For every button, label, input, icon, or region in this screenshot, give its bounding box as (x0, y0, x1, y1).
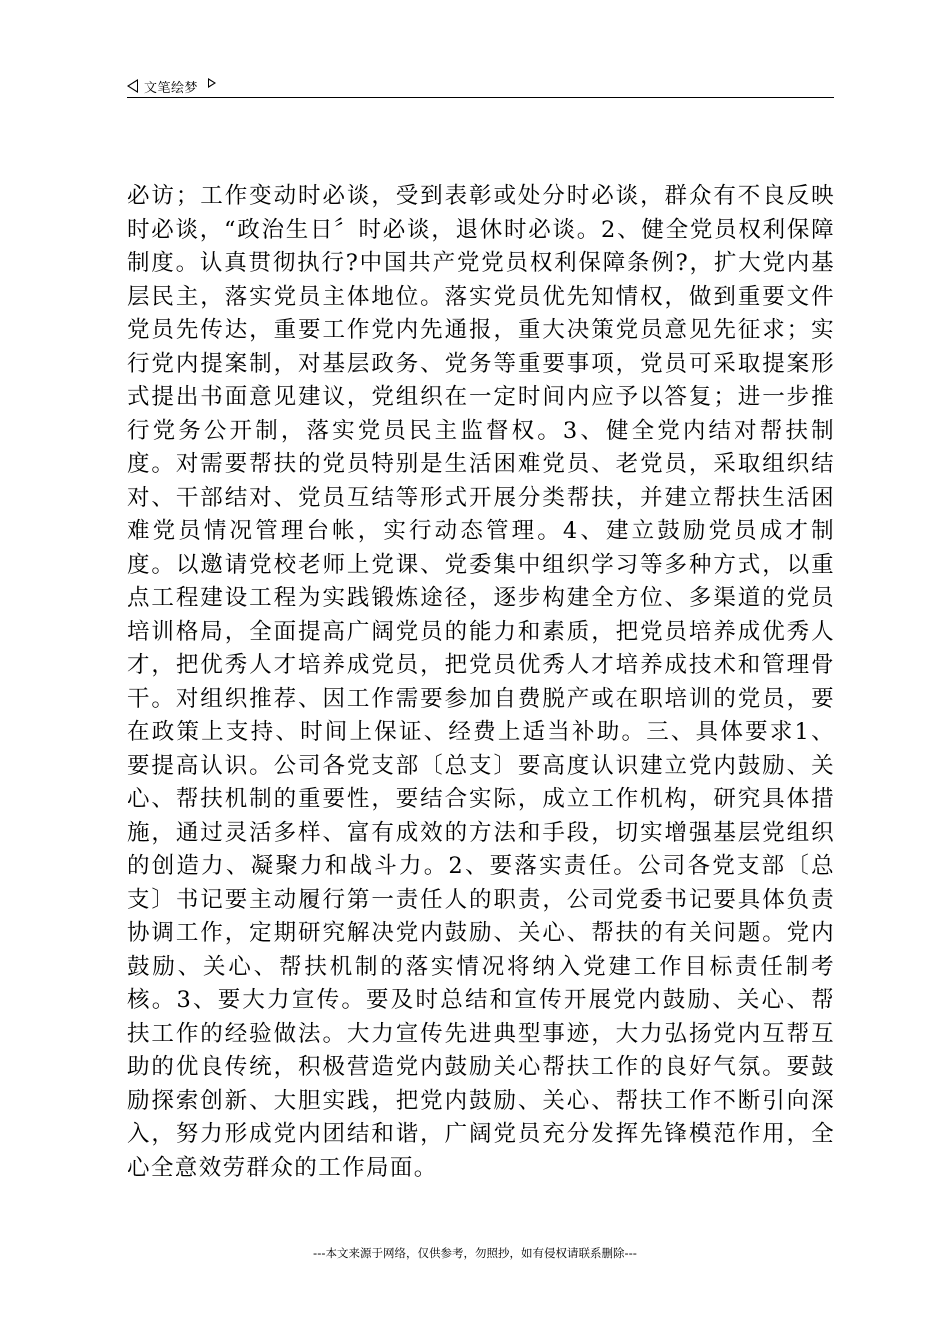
right-triangle-icon (208, 78, 216, 88)
page-header (127, 74, 834, 98)
body-paragraph: 必访；工作变动时必谈，受到表彰或处分时必谈，群众有不良反映时必谈，“政治生日〞时必谈，退休时必谈。2、健全党员权利保障制度。认真贯彻执行?中国共产党党员权利保障条例?，扩大党内基层民主，落实党员主体地位。落实党员优先知情权，做到重要文件党员先传达，重要工作党内先通报，重大决策党员意见先征求；实行党内提案制，对基层政务、党务等重要事项，党员可采取提案形式提出书面意见建议，党组织在一定时间内应予以答复；进一步推行党务公开制，落实党员民主监督权。3、健全党内结对帮扶制度。对需要帮扶的党员特别是生活困难党员、老党员，采取组织结对、干部结对、党员互结等形式开展分类帮扶，并建立帮扶生活困难党员情况管理台帐，实行动态管理。4、建立鼓励党员成才制度。以邀请党校老师上党课、党委集中组织学习等多种方式，以重点工程建设工程为实践锻炼途径，逐步构建全方位、多渠道的党员培训格局，全面提高广阔党员的能力和素质，把党员培养成优秀人才，把优秀人才培养成党员，把党员优秀人才培养成技术和管理骨干。对组织推荐、因工作需要参加自费脱产或在职培训的党员，要在政策上支持、时间上保证、经费上适当补助。三、具体要求1、要提高认识。公司各党支部〔总支〕要高度认识建立党内鼓励、关心、帮扶机制的重要性，要结合实际，成立工作机构，研究具体措施，通过灵活多样、富有成效的方法和手段，切实增强基层党组织的创造力、凝聚力和战斗力。2、要落实责任。公司各党支部〔总支〕书记要主动履行第一责任人的职责，公司党委书记要具体负责协调工作，定期研究解决党内鼓励、关心、帮扶的有关问题。党内鼓励、关心、帮扶机制的落实情况将纳入党建工作目标责任制考核。3、要大力宣传。要及时总结和宣传开展党内鼓励、关心、帮扶工作的经验做法。大力宣传先进典型事迹，大力弘扬党内互帮互助的优良传统，积极营造党内鼓励关心帮扶工作的良好气氛。要鼓励探索创新、大胆实践，把党内鼓励、关心、帮扶工作不断引向深入，努力形成党内团结和谐，广阔党员充分发挥先锋模范作用，全心全意效劳群众的工作局面。 (127, 183, 835, 1181)
header-title: 文笔绘梦 (144, 80, 199, 96)
header-divider (127, 97, 834, 98)
left-triangle-icon (127, 79, 138, 93)
footer-disclaimer: ---本文来源于网络，仅供参考，勿照抄，如有侵权请联系删除--- (313, 1246, 637, 1260)
